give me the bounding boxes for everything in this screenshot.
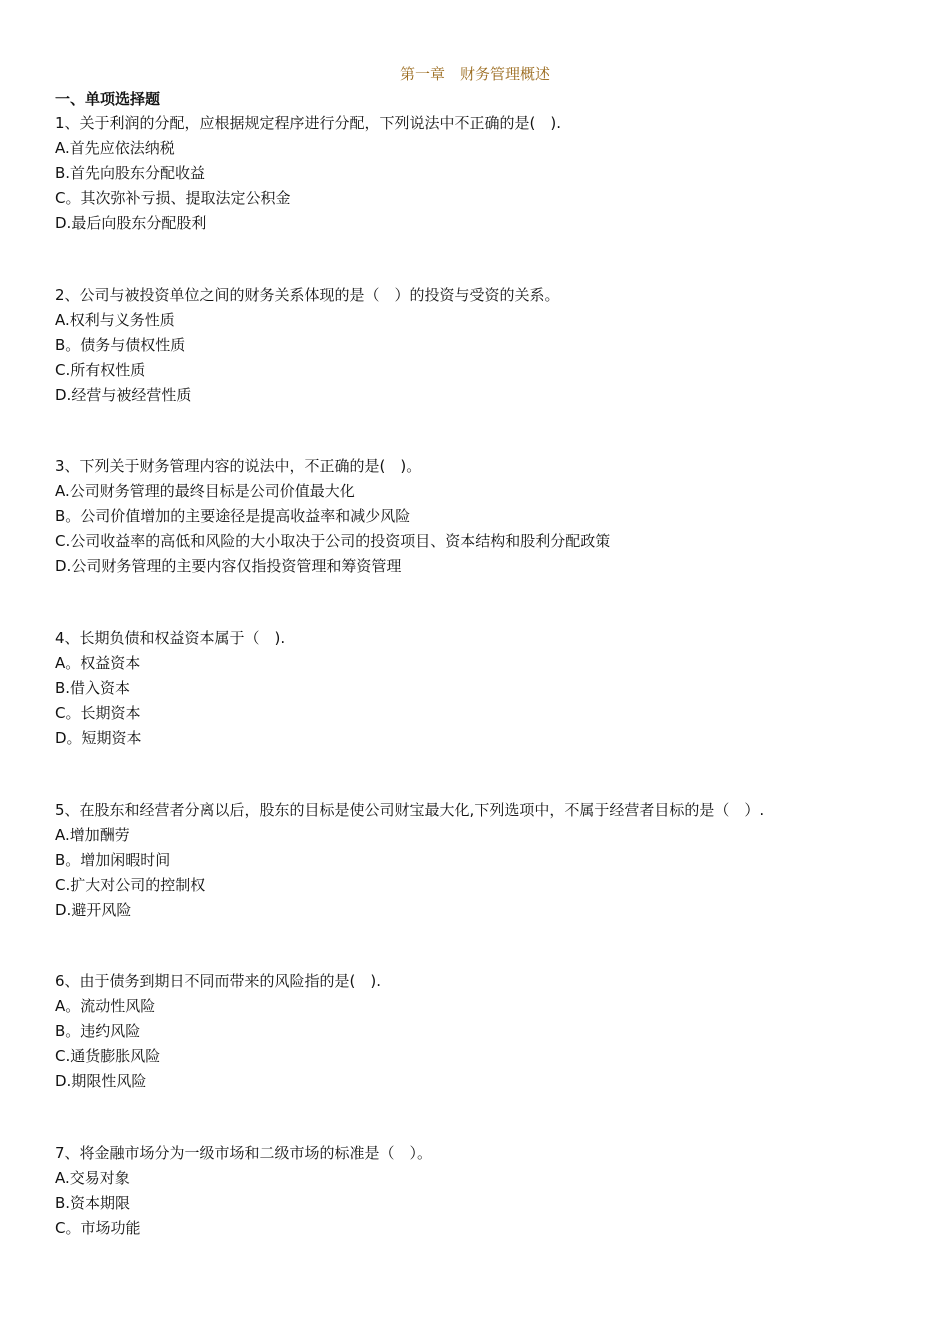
option-a: A.首先应依法纳税 [55,139,175,157]
section-heading: 一、单项选择题 [55,90,161,108]
question-stem: 2、公司与被投资单位之间的财务关系体现的是（ ）的投资与受资的关系。 [55,286,560,304]
option-d: D.避开风险 [55,901,132,919]
question-4 [55,626,910,751]
option-d: D.期限性风险 [55,1072,147,1090]
chapter-title: 第一章 财务管理概述 [399,65,550,83]
option-b: B。违约风险 [55,1022,141,1040]
question-stem: 3、下列关于财务管理内容的说法中，不正确的是( )。 [55,457,422,475]
option-c: C。其次弥补亏损、提取法定公积金 [55,189,291,207]
option-b: B.首先向股东分配收益 [55,164,206,182]
option-d: D.公司财务管理的主要内容仅指投资管理和筹资管理 [55,557,402,575]
question-stem: 7、将金融市场分为一级市场和二级市场的标准是（ ）。 [55,1144,433,1162]
question-6 [55,969,910,1094]
option-b: B.资本期限 [55,1194,131,1212]
question-5 [55,798,910,923]
question-stem: 5、在股东和经营者分离以后，股东的目标是使公司财宝最大化,下列选项中，不属于经营者目标的是（ ）. [55,801,765,819]
option-c: C.所有权性质 [55,361,146,379]
question-3 [55,454,910,579]
option-c: C.通货膨胀风险 [55,1047,161,1065]
option-b: B。债务与债权性质 [55,336,186,354]
option-c: C.扩大对公司的控制权 [55,876,206,894]
option-d: D。短期资本 [55,729,142,747]
option-c: C。市场功能 [55,1219,141,1237]
option-a: A。权益资本 [55,654,141,672]
option-a: A.权利与义务性质 [55,311,175,329]
question-2 [55,283,910,408]
option-b: B。公司价值增加的主要途径是提高收益率和减少风险 [55,507,411,525]
option-b: B.借入资本 [55,679,131,697]
option-c: C。长期资本 [55,704,141,722]
option-d: D.最后向股东分配股利 [55,214,207,232]
question-stem: 4、长期负债和权益资本属于（ ). [55,629,286,647]
option-d: D.经营与被经营性质 [55,386,192,404]
option-c: C.公司收益率的高低和风险的大小取决于公司的投资项目、资本结构和股利分配政策 [55,532,611,550]
question-7 [55,1141,910,1241]
question-stem: 6、由于债务到期日不同而带来的风险指的是( ). [55,972,382,990]
question-stem: 1、关于利润的分配，应根据规定程序进行分配，下列说法中不正确的是( ). [55,114,562,132]
option-a: A.增加酬劳 [55,826,130,844]
option-a: A.公司财务管理的最终目标是公司价值最大化 [55,482,355,500]
option-b: B。增加闲暇时间 [55,851,171,869]
option-a: A.交易对象 [55,1169,130,1187]
question-1 [55,111,910,236]
option-a: A。流动性风险 [55,997,156,1015]
